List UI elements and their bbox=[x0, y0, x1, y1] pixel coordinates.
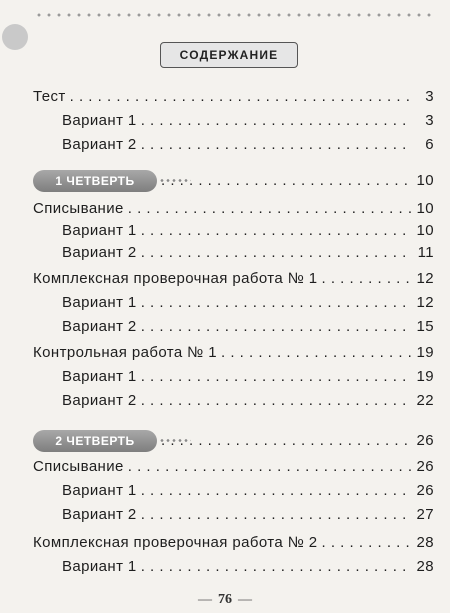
toc-label: Контрольная работа № 1 bbox=[33, 344, 217, 361]
toc-label: Комплексная проверочная работа № 1 bbox=[33, 270, 318, 287]
toc-leader bbox=[141, 558, 412, 575]
quarter-badge-1 bbox=[33, 170, 157, 192]
toc-page: 10 bbox=[416, 222, 434, 239]
toc-leader bbox=[128, 200, 412, 217]
toc-page: 3 bbox=[425, 112, 434, 129]
page-number: 76 bbox=[218, 592, 232, 607]
footer-dash-right: — bbox=[238, 592, 252, 607]
toc-page: 26 bbox=[416, 458, 434, 475]
toc-page: 26 bbox=[416, 482, 434, 499]
toc-page: 28 bbox=[416, 558, 434, 575]
toc-leader bbox=[141, 482, 412, 499]
toc-entry bbox=[33, 200, 434, 217]
toc-label: Комплексная проверочная работа № 2 bbox=[33, 534, 318, 551]
toc-label: Вариант 1 bbox=[62, 482, 137, 499]
contents-heading bbox=[160, 42, 298, 68]
toc-entry bbox=[62, 222, 434, 239]
toc-leader bbox=[322, 534, 413, 551]
toc-page: 10 bbox=[416, 172, 434, 189]
toc-leader bbox=[141, 294, 412, 311]
toc-leader bbox=[141, 318, 412, 335]
toc-entry bbox=[62, 112, 434, 129]
toc-label: Вариант 1 bbox=[62, 368, 137, 385]
toc-page: 19 bbox=[416, 344, 434, 361]
corner-decoration bbox=[2, 24, 28, 50]
toc-leader bbox=[141, 506, 412, 523]
toc-leader bbox=[70, 88, 412, 105]
footer-dash-left: — bbox=[198, 592, 212, 607]
toc-label: Вариант 2 bbox=[62, 244, 137, 261]
toc-page: 11 bbox=[417, 244, 434, 261]
page-footer bbox=[0, 592, 450, 608]
toc-entry bbox=[62, 368, 434, 385]
toc-entry bbox=[33, 270, 434, 287]
toc-page: 19 bbox=[416, 368, 434, 385]
toc-leader bbox=[141, 112, 412, 129]
toc-label: Вариант 1 bbox=[62, 112, 137, 129]
toc-label: Вариант 2 bbox=[62, 318, 137, 335]
toc-entry bbox=[62, 558, 434, 575]
contents-heading-text: СОДЕРЖАНИЕ bbox=[179, 48, 279, 62]
toc-leader bbox=[322, 270, 413, 287]
toc-entry bbox=[33, 458, 434, 475]
toc-leader bbox=[161, 432, 412, 449]
toc-page: 12 bbox=[416, 270, 434, 287]
toc-leader bbox=[141, 222, 412, 239]
toc-entry bbox=[33, 534, 434, 551]
toc-label: Списывание bbox=[33, 200, 124, 217]
quarter-badge-label: 1 ЧЕТВЕРТЬ bbox=[55, 174, 135, 188]
toc-leader bbox=[141, 136, 412, 153]
toc-leader bbox=[141, 244, 412, 261]
quarter-badge-2 bbox=[33, 430, 157, 452]
toc-page: 28 bbox=[416, 534, 434, 551]
toc-entry bbox=[33, 344, 434, 361]
toc-page: 22 bbox=[416, 392, 434, 409]
toc-page: 15 bbox=[416, 318, 434, 335]
toc-label: Вариант 1 bbox=[62, 558, 137, 575]
toc-label: Тест bbox=[33, 88, 66, 105]
toc-entry bbox=[62, 294, 434, 311]
toc-page: 6 bbox=[425, 136, 434, 153]
toc-leader bbox=[221, 344, 412, 361]
toc-leader bbox=[141, 368, 412, 385]
toc-label: Вариант 2 bbox=[62, 392, 137, 409]
toc-entry bbox=[62, 318, 434, 335]
top-dotted-rule bbox=[34, 12, 434, 18]
toc-entry bbox=[62, 392, 434, 409]
toc-page: 3 bbox=[425, 88, 434, 105]
toc-page: 26 bbox=[416, 432, 434, 449]
toc-entry bbox=[33, 88, 434, 105]
toc-page: 10 bbox=[416, 200, 434, 217]
toc-label: Вариант 1 bbox=[62, 222, 137, 239]
quarter-badge-label: 2 ЧЕТВЕРТЬ bbox=[55, 434, 135, 448]
toc-page: 12 bbox=[416, 294, 434, 311]
toc-label: Списывание bbox=[33, 458, 124, 475]
toc-label: Вариант 2 bbox=[62, 136, 137, 153]
toc-entry bbox=[62, 136, 434, 153]
toc-leader bbox=[161, 172, 412, 189]
toc-leader bbox=[141, 392, 412, 409]
toc-page: 27 bbox=[416, 506, 434, 523]
toc-label: Вариант 2 bbox=[62, 506, 137, 523]
toc-label: Вариант 1 bbox=[62, 294, 137, 311]
toc-entry bbox=[62, 244, 434, 261]
toc-entry bbox=[62, 482, 434, 499]
toc-entry bbox=[62, 506, 434, 523]
toc-leader bbox=[128, 458, 412, 475]
